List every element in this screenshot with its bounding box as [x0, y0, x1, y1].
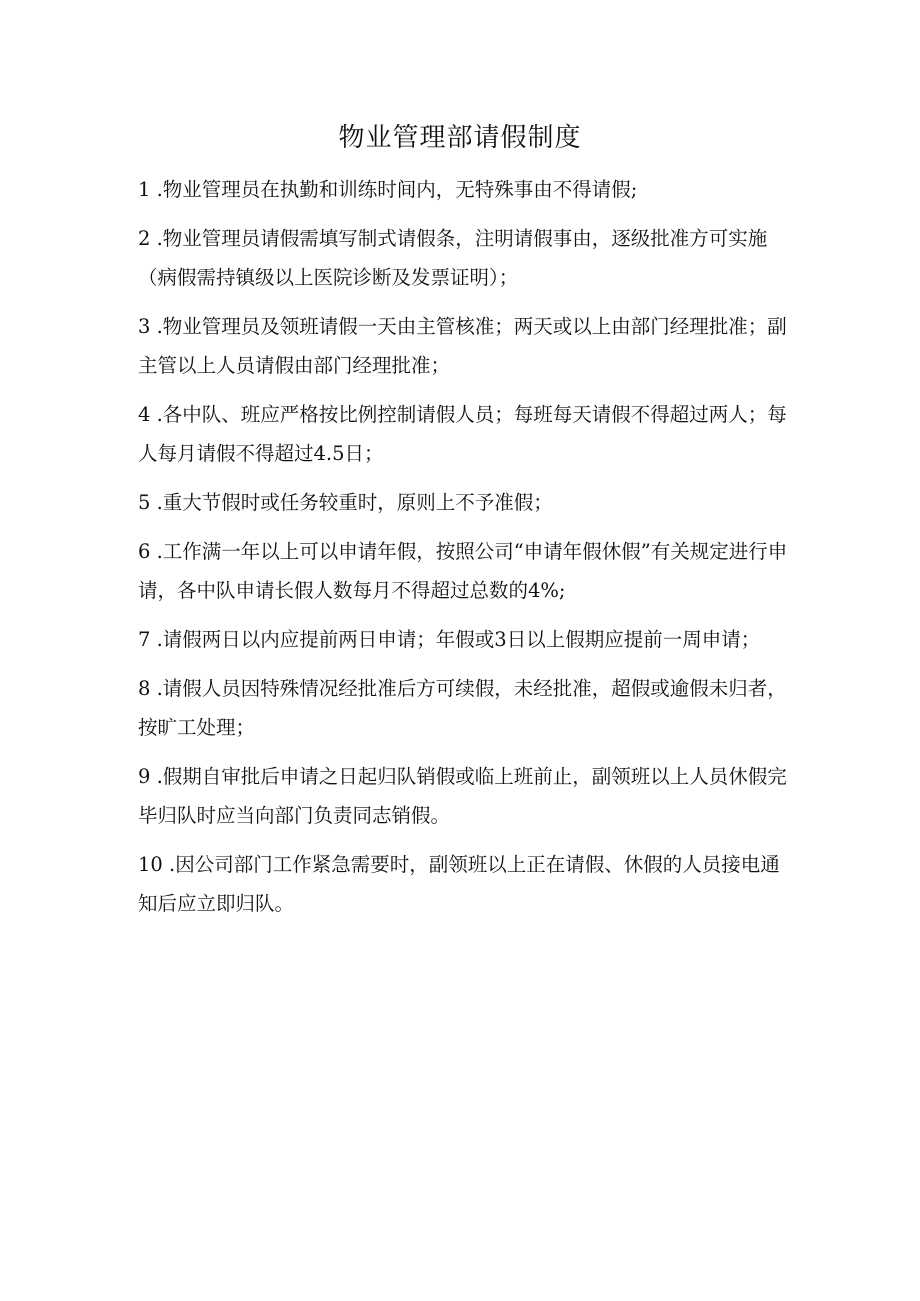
rule-item-9: 9 .假期自审批后申请之日起归队销假或临上班前止，副领班以上人员休假完毕归队时应当向部门负责同志销假。: [138, 765, 787, 827]
rule-item-3: 3 .物业管理员及领班请假一天由主管核准；两天或以上由部门经理批准；副主管以上人员请假由部门经理批准；: [138, 315, 787, 377]
document-title: 物业管理部请假制度: [338, 123, 582, 153]
rule-item-2: 2 .物业管理员请假需填写制式请假条，注明请假事由，逐级批准方可实施（病假需持镇级以上医院诊断及发票证明）；: [138, 227, 768, 289]
rule-item-6: 6 .工作满一年以上可以申请年假，按照公司“申请年假休假”有关规定进行申请，各中队申请长假人数每月不得超过总数的4%;: [138, 540, 788, 602]
rule-item-7: 7 .请假两日以内应提前两日申请；年假或3日以上假期应提前一周申请；: [138, 628, 761, 651]
rule-item-5: 5 .重大节假时或任务较重时，原则上不予准假；: [138, 491, 553, 514]
rule-item-8: 8 .请假人员因特殊情况经批准后方可续假，未经批准，超假或逾假未归者，按旷工处理；: [138, 677, 787, 739]
rule-item-10: 10 .因公司部门工作紧急需要时，副领班以上正在请假、休假的人员接电通知后应立即归队。: [138, 853, 780, 915]
rules-list: [138, 170, 788, 933]
rule-item-1: 1 .物业管理员在执勤和训练时间内，无特殊事由不得请假;: [138, 178, 638, 201]
rule-item-4: 4 .各中队、班应严格按比例控制请假人员；每班每天请假不得超过两人；每人每月请假不得超过4.5日；: [138, 403, 787, 465]
